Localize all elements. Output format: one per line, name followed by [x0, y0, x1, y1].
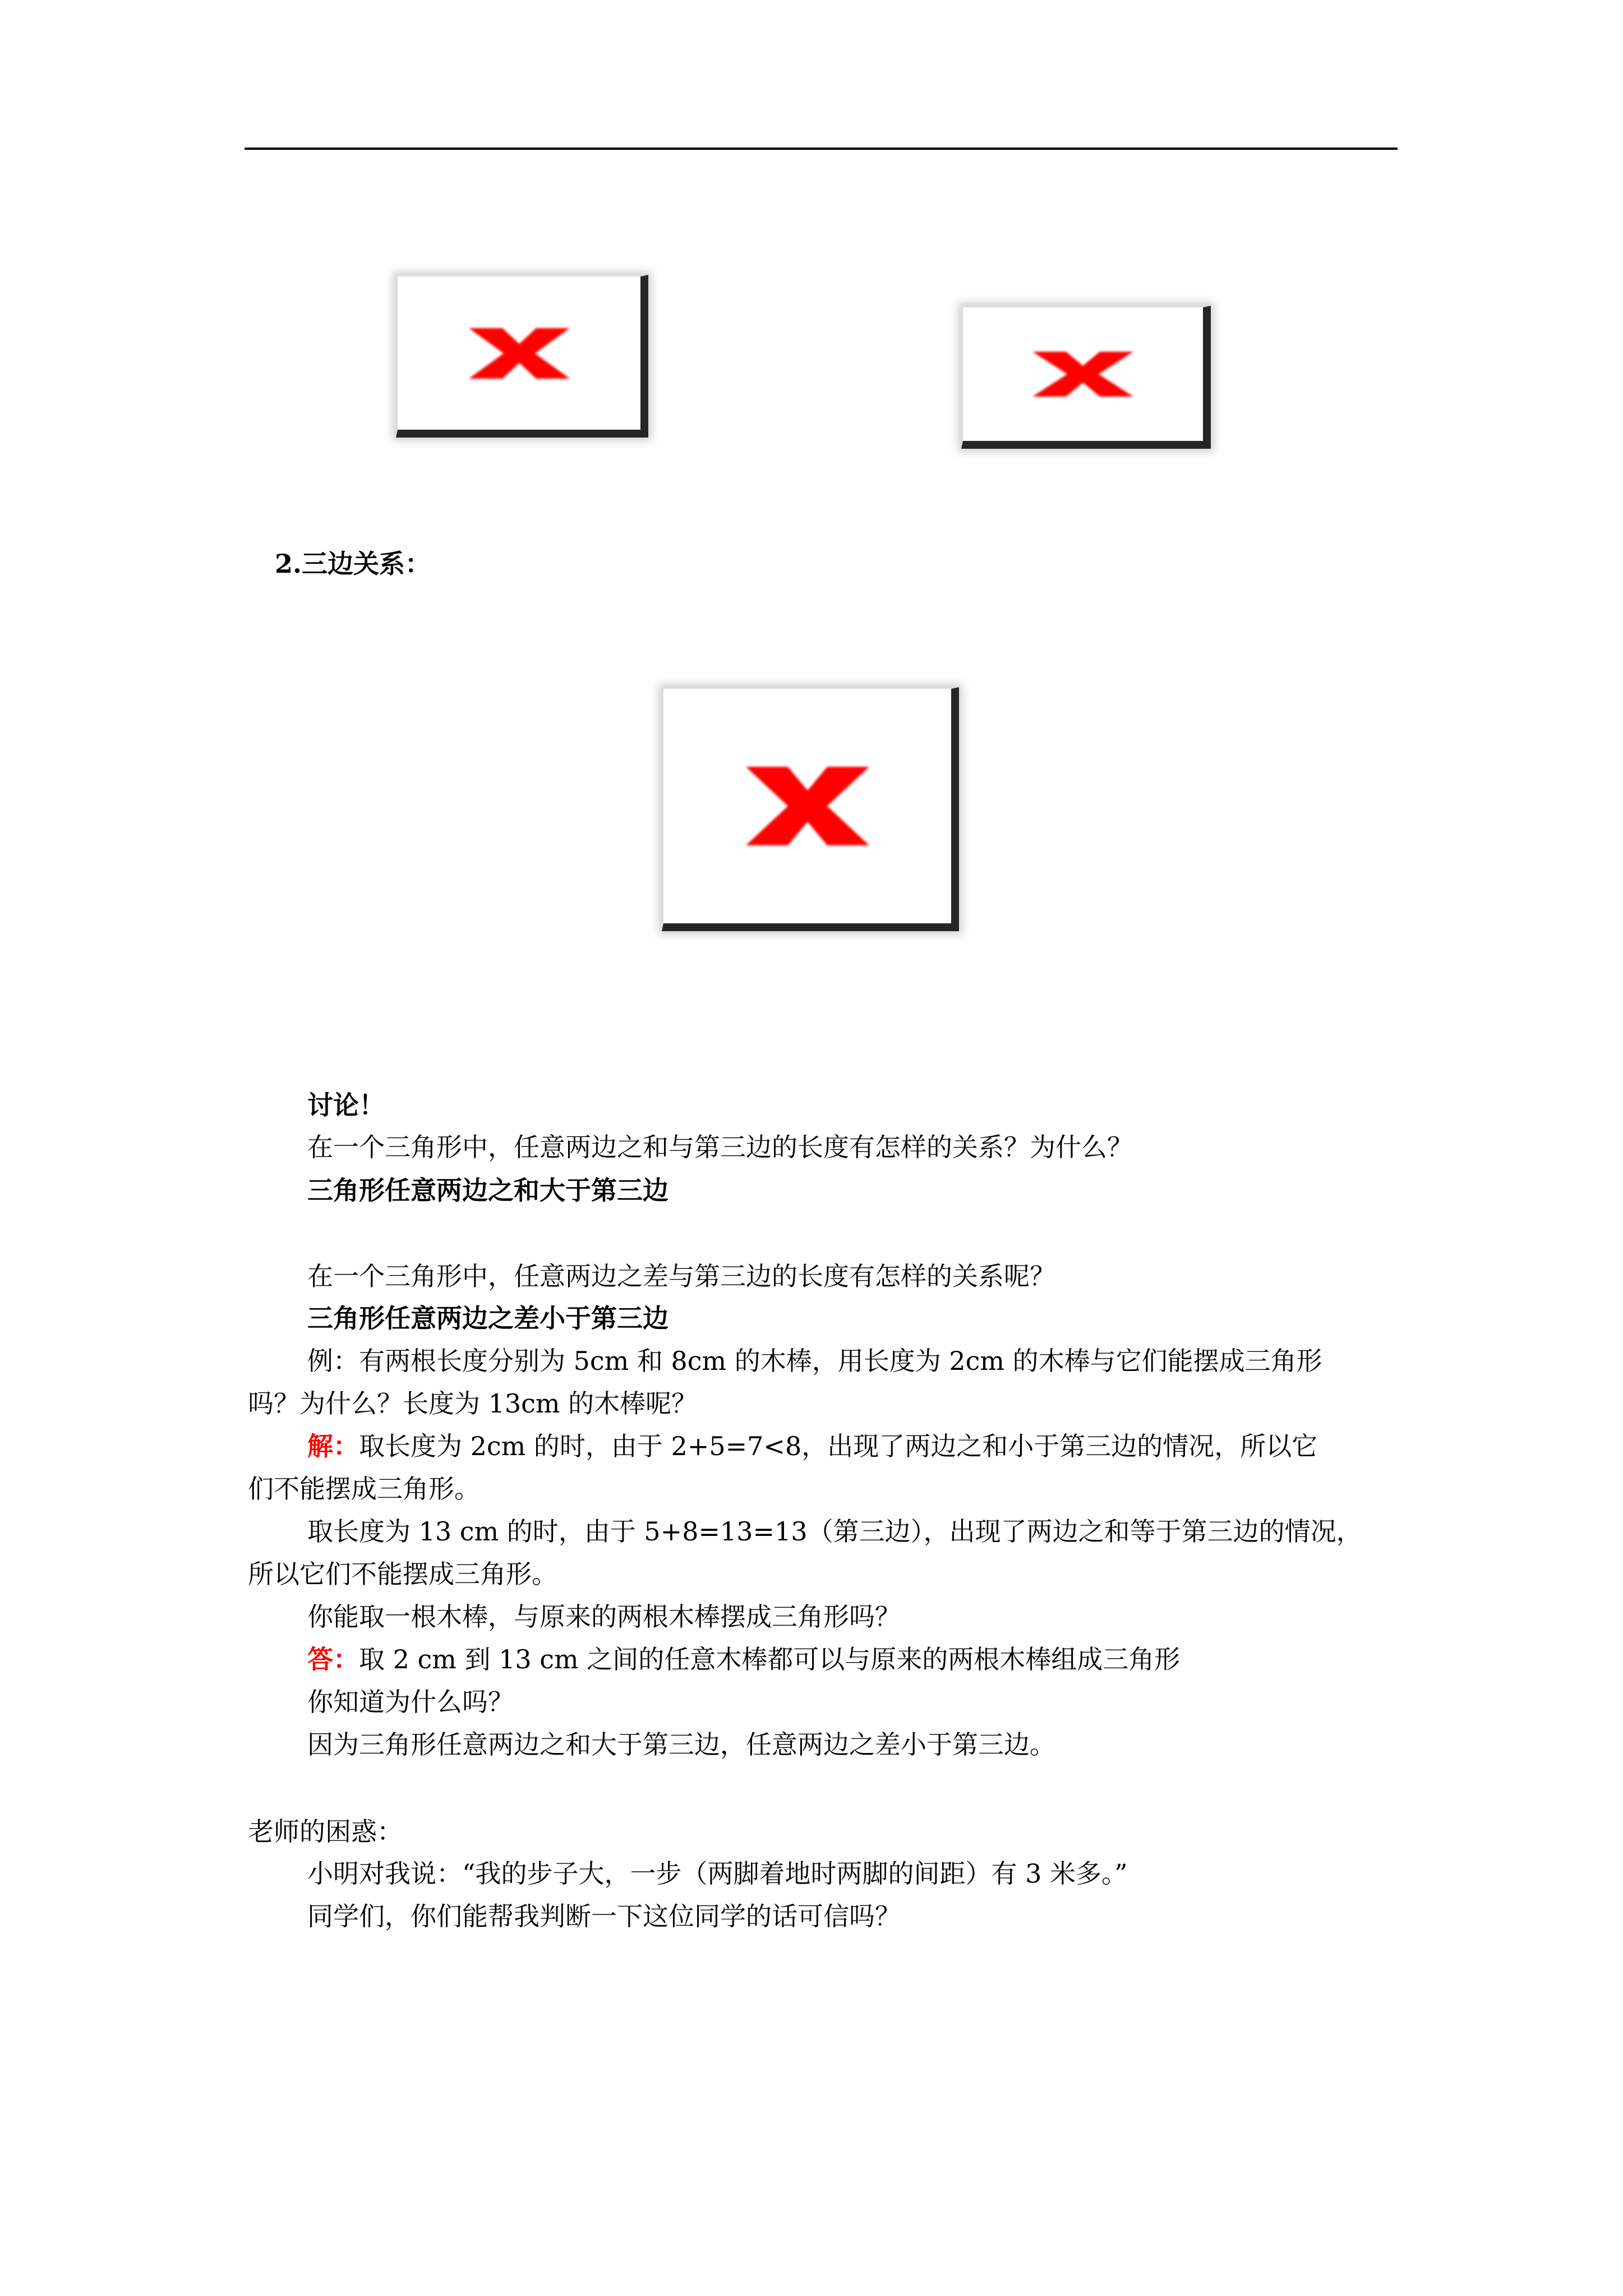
- red-x-icon: [463, 323, 575, 384]
- discussion-answer-sum: 三角形任意两边之和大于第三边: [307, 1175, 668, 1205]
- red-x-icon: [1027, 346, 1139, 402]
- header-rule: [245, 148, 1398, 150]
- answer-line: [307, 1642, 1180, 1676]
- teacher-title: 老师的困惑：: [248, 1816, 403, 1847]
- teacher-line-1: 小明对我说：“我的步子大，一步（两脚着地时两脚的间距）有 3 米多。”: [307, 1858, 1128, 1889]
- broken-image-icon: [662, 687, 959, 931]
- answer-label: 答：: [307, 1644, 359, 1674]
- section-heading: 2.三边关系：: [275, 549, 431, 579]
- because-statement: 因为三角形任意两边之和大于第三边，任意两边之差小于第三边。: [307, 1729, 1055, 1760]
- solution-label: 解：: [307, 1431, 359, 1461]
- solution-text-1: 取长度为 2cm 的时，由于 2+5=7<8，出现了两边之和小于第三边的情况，所以它: [359, 1431, 1318, 1461]
- discussion-question-sum: 在一个三角形中，任意两边之和与第三边的长度有怎样的关系？为什么？: [307, 1132, 1133, 1162]
- solution-line-3: 取长度为 13 cm 的时，由于 5+8=13=13（第三边），出现了两边之和等于第三边的情况，: [307, 1516, 1362, 1547]
- solution-line-1: [307, 1429, 1317, 1463]
- red-x-icon: [740, 761, 875, 851]
- answer-text: 取 2 cm 到 13 cm 之间的任意木棒都可以与原来的两根木棒组成三角形: [359, 1644, 1181, 1674]
- discussion-answer-diff: 三角形任意两边之差小于第三边: [307, 1303, 668, 1333]
- discussion-question-diff: 在一个三角形中，任意两边之差与第三边的长度有怎样的关系呢？: [307, 1261, 1055, 1291]
- why-question: 你知道为什么吗？: [307, 1687, 514, 1717]
- teacher-line-2: 同学们，你们能帮我判断一下这位同学的话可信吗？: [307, 1901, 901, 1931]
- example-line-1: 例：有两根长度分别为 5cm 和 8cm 的木棒，用长度为 2cm 的木棒与它们能摆成三角形: [307, 1346, 1322, 1376]
- discussion-title: 讨论！: [307, 1090, 385, 1120]
- solution-line-4: 所以它们不能摆成三角形。: [248, 1559, 557, 1589]
- example-line-2: 吗？为什么？长度为 13cm 的木棒呢？: [248, 1388, 698, 1419]
- broken-image-icon: [396, 275, 648, 438]
- follow-up-question: 你能取一根木棒，与原来的两根木棒摆成三角形吗？: [307, 1602, 901, 1632]
- broken-image-icon: [961, 306, 1211, 449]
- solution-line-2: 们不能摆成三角形。: [248, 1474, 480, 1504]
